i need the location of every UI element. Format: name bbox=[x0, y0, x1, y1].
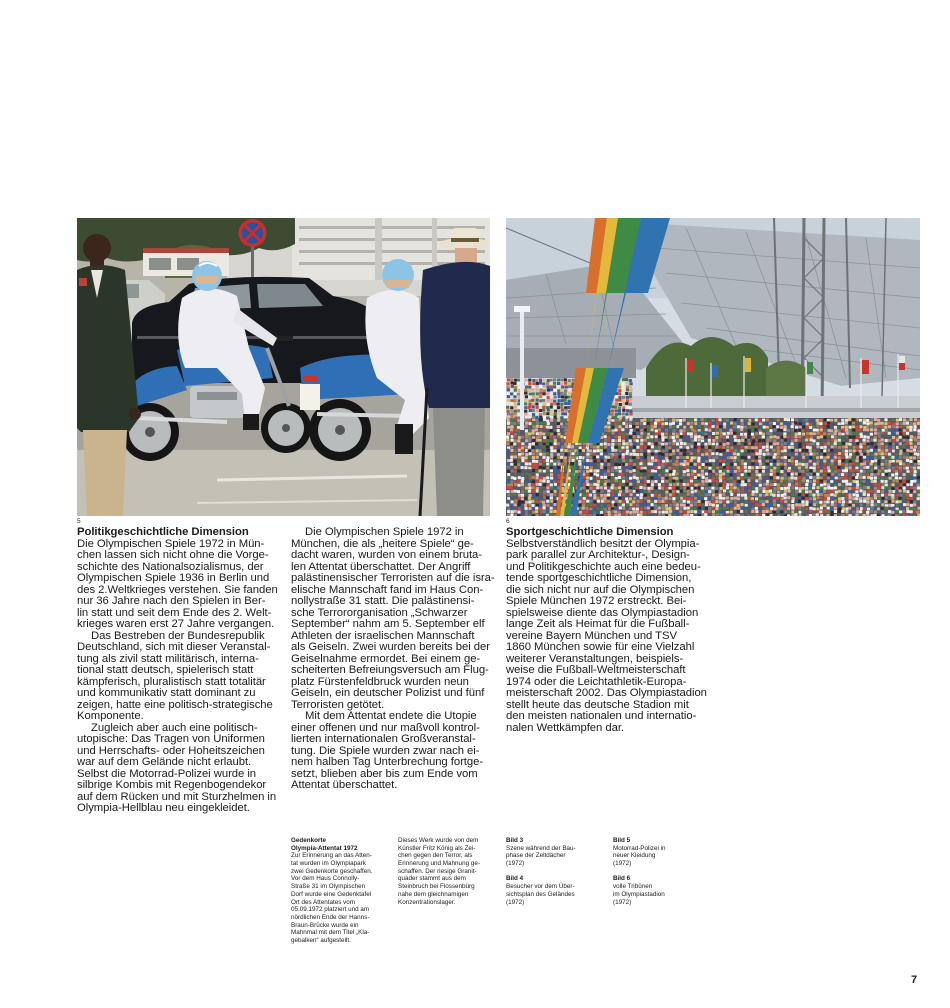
text-line: setzt, blieben aber bis zum Ende vom bbox=[291, 767, 478, 780]
section-heading: Politikgeschichtliche Dimension bbox=[77, 526, 249, 538]
text-line: silbrige Kombis mit Regenbogendekor bbox=[77, 779, 267, 791]
photo-number-right: 6 bbox=[506, 518, 510, 525]
text-line: Geiselnahme ermordet. Bei einem ge- bbox=[291, 652, 481, 665]
text-line: Selbstverständlich besitzt der Olympia- bbox=[506, 537, 700, 550]
caption-line: tat wurden im Olympiapark bbox=[291, 860, 366, 868]
caption-line: Konzentrationslager. bbox=[398, 898, 456, 906]
text-line: 1974 oder die Leichtathletik-Europa- bbox=[506, 675, 687, 688]
text-line: kämpferisch, pluralistisch statt totalitär bbox=[77, 675, 266, 688]
photo-motorcycle-police bbox=[77, 218, 490, 516]
text-line: tional statt deutsch, spielerisch statt bbox=[77, 664, 254, 676]
caption-line: neuer Kleidung bbox=[613, 852, 656, 860]
text-line: Olympischen Spiele 1936 in Berlin und bbox=[77, 572, 270, 584]
text-line: stellt heute das deutsche Stadion mit bbox=[506, 698, 689, 711]
text-line: Mit dem Attentat endete die Utopie bbox=[305, 710, 477, 722]
text-line: nem halben Tag Unterbrechung fortge- bbox=[291, 756, 484, 768]
text-line: weise die Fußball-Weltmeisterschaft bbox=[506, 664, 686, 676]
caption-line: Erinnerung und Mahnung ge- bbox=[398, 860, 480, 868]
text-line: Deutschland, sich mit dieser Veranstal- bbox=[77, 641, 271, 653]
text-line: nur 36 Jahre nach den Spielen in Ber- bbox=[77, 595, 266, 607]
text-line: Attentat überschattet. bbox=[291, 779, 398, 791]
caption-title: Bild 4 bbox=[506, 875, 524, 883]
text-line: München, die als „heitere Spiele“ ge- bbox=[291, 537, 474, 550]
text-line: auf dem Rücken und mit Sturzhelmen in bbox=[77, 790, 277, 803]
text-line: Die Olympischen Spiele 1972 in Mün- bbox=[77, 537, 265, 550]
article-column-sport bbox=[506, 527, 711, 734]
text-line: des 2.Weltkrieges verstehen. Sie fanden bbox=[77, 583, 278, 596]
text-line: Die Olympischen Spiele 1972 in bbox=[305, 526, 464, 538]
caption-line: Zur Erinnerung an das Atten- bbox=[291, 852, 372, 860]
caption-line: schaffen. Der riesige Granit- bbox=[398, 867, 477, 875]
text-line: krieges waren erst 27 Jahre vergangen. bbox=[77, 618, 275, 630]
caption-line: Vor dem Haus Connolly- bbox=[291, 875, 360, 883]
text-line: einer offenen und nur maßvoll kontrol- bbox=[291, 721, 480, 734]
caption-line: Steinbruch bei Flossenbürg bbox=[398, 883, 475, 891]
section-heading: Sportgeschichtliche Dimension bbox=[506, 526, 674, 538]
caption-line: Dieses Werk wurde von dem bbox=[398, 837, 479, 844]
caption-line: quader stammt aus dem bbox=[398, 875, 466, 883]
text-line: 1860 München sowie für eine Vielzahl bbox=[506, 641, 695, 653]
caption-line: sichtsplan des Geländes bbox=[506, 890, 575, 898]
photo-motorcycle-police-image bbox=[77, 218, 490, 516]
text-line: weiterer Veranstaltungen, beispiels- bbox=[506, 652, 684, 665]
text-line: meisterschaft 2002. Das Olympiastadion bbox=[506, 687, 707, 699]
text-line: utopische: Das Tragen von Uniformen bbox=[77, 733, 265, 745]
caption-line: (1972) bbox=[613, 898, 632, 906]
caption-title: Bild 3 bbox=[506, 837, 524, 844]
caption-line: Motorrad-Polizei in bbox=[613, 844, 666, 852]
text-line: palästinensischer Terroristen auf die isra- bbox=[291, 572, 495, 584]
caption-line: phase der Zeltdächer bbox=[506, 852, 566, 860]
text-line: spielsweise diente das Olympiastadion bbox=[506, 606, 699, 619]
caption-pictures-5-6 bbox=[613, 837, 715, 906]
caption-title: Olympia-Attentat 1972 bbox=[291, 844, 358, 852]
page-number: 7 bbox=[911, 974, 918, 986]
caption-title: Bild 5 bbox=[613, 837, 631, 844]
text-line: war auf dem Gelände nicht erlaubt. bbox=[77, 756, 252, 768]
text-line: und Herrschafts- oder Hoheitszeichen bbox=[77, 744, 265, 757]
caption-line: nördlichen Ende der Hanns- bbox=[291, 913, 370, 921]
text-line: nollystraße 31 statt. Die palästinensi- bbox=[291, 595, 475, 607]
caption-line: Dorf wurde eine Gedenktafel bbox=[291, 890, 372, 898]
photo-olympic-stadium bbox=[506, 218, 920, 516]
text-line: Komponente. bbox=[77, 710, 144, 722]
caption-line: Ort des Attentates vom bbox=[291, 898, 356, 906]
text-line: nalen Wettkämpfen dar. bbox=[506, 721, 625, 734]
caption-line: Straße 31 im Olympischen bbox=[291, 883, 366, 891]
text-line: Olympia-Hellblau neu eingekleidet. bbox=[77, 802, 250, 814]
text-line: und Politikgeschichte auch eine bedeu- bbox=[506, 560, 701, 573]
text-line: tung als zivil statt militärisch, interna- bbox=[77, 652, 259, 665]
article-column-attack bbox=[291, 527, 496, 792]
caption-spacer bbox=[506, 868, 608, 876]
caption-line: (1972) bbox=[506, 898, 525, 906]
text-line: chen lassen sich nicht ohne die Vorge- bbox=[77, 549, 269, 561]
text-line: September“ nahm am 5. September elf bbox=[291, 618, 485, 630]
text-line: Spiele München 1972 erstreckt. Bei- bbox=[506, 595, 687, 607]
article-column-politics bbox=[77, 527, 282, 815]
text-line: lin statt und seit dem Ende des 2. Welt- bbox=[77, 606, 272, 619]
text-line: len Attentat überschattet. Der Angriff bbox=[291, 560, 471, 573]
caption-line: chen gegen den Terror, als bbox=[398, 852, 473, 860]
text-line: scheiterten Befreiungsversuch am Flug- bbox=[291, 664, 489, 676]
caption-line: (1972) bbox=[613, 860, 632, 868]
text-line: schichte des Nationalsozialismus, der bbox=[77, 560, 264, 573]
text-line: lange Zeit als Heimat für die Fußball- bbox=[506, 618, 690, 630]
photo-number-left: 5 bbox=[77, 518, 81, 525]
text-line: platz Fürstenfeldbruck wurden neun bbox=[291, 675, 469, 688]
text-line: park parallel zur Architektur-, Design- bbox=[506, 549, 690, 561]
caption-line: (1972) bbox=[506, 860, 525, 868]
caption-spacer bbox=[613, 868, 715, 876]
caption-line: Künstler Fritz König als Zei- bbox=[398, 844, 476, 852]
text-line: sche Terrororganisation „Schwarzer bbox=[291, 606, 468, 619]
text-line: als Geiseln. Zwei wurden bereits bei der bbox=[291, 641, 490, 653]
caption-line: Szene während der Bau- bbox=[506, 844, 576, 852]
text-line: Athleten der israelischen Mannschaft bbox=[291, 629, 475, 642]
text-line: zeigen, hatte eine politisch-strategische bbox=[77, 698, 273, 711]
text-line: und kommunikativ statt dominant zu bbox=[77, 687, 256, 699]
text-line: tende sportgeschichtliche Dimension, bbox=[506, 572, 692, 584]
text-line: Selbst die Motorrad-Polizei wurde in bbox=[77, 767, 257, 780]
text-line: den meisten nationalen und internatio- bbox=[506, 710, 697, 722]
caption-line: zwei Gedenkorte geschaffen. bbox=[291, 867, 373, 875]
caption-line: Besucher vor dem Über- bbox=[506, 883, 575, 891]
caption-line: volle Tribünen bbox=[613, 883, 653, 891]
text-line: Das Bestreben der Bundesrepublik bbox=[91, 629, 265, 642]
caption-line: im Olympiastadion bbox=[613, 890, 665, 898]
caption-line: gebalken“ aufgestellt. bbox=[291, 936, 351, 944]
text-line: Geiseln, ein deutscher Polizist und fünf bbox=[291, 687, 485, 699]
text-line: dacht waren, wurden von einem bruta- bbox=[291, 549, 482, 561]
caption-line: nahe dem gleichnamigen bbox=[398, 890, 469, 898]
photo-olympic-stadium-image bbox=[506, 218, 920, 516]
text-line: Terroristen getötet. bbox=[291, 698, 385, 711]
caption-artwork bbox=[398, 837, 500, 906]
text-line: die sich nicht nur auf die Olympischen bbox=[506, 583, 695, 596]
text-line: vereine Bayern München und TSV bbox=[506, 629, 677, 642]
text-line: Zugleich aber auch eine politisch- bbox=[91, 721, 258, 734]
caption-line: Braun-Brücke wurde ein bbox=[291, 921, 359, 929]
text-line: lierten internationalen Großveranstal- bbox=[291, 733, 476, 745]
caption-line: 05.09.1972 platziert und am bbox=[291, 906, 370, 914]
text-line: elische Mannschaft fand im Haus Con- bbox=[291, 583, 484, 596]
caption-title: Gedenkorte bbox=[291, 837, 326, 844]
caption-title: Bild 6 bbox=[613, 875, 631, 883]
caption-pictures-3-4 bbox=[506, 837, 608, 906]
text-line: tung. Die Spiele wurden zwar nach ei- bbox=[291, 744, 480, 757]
caption-memorial bbox=[291, 837, 393, 945]
caption-line: Mahnmal mit dem Titel „Kla- bbox=[291, 929, 370, 937]
